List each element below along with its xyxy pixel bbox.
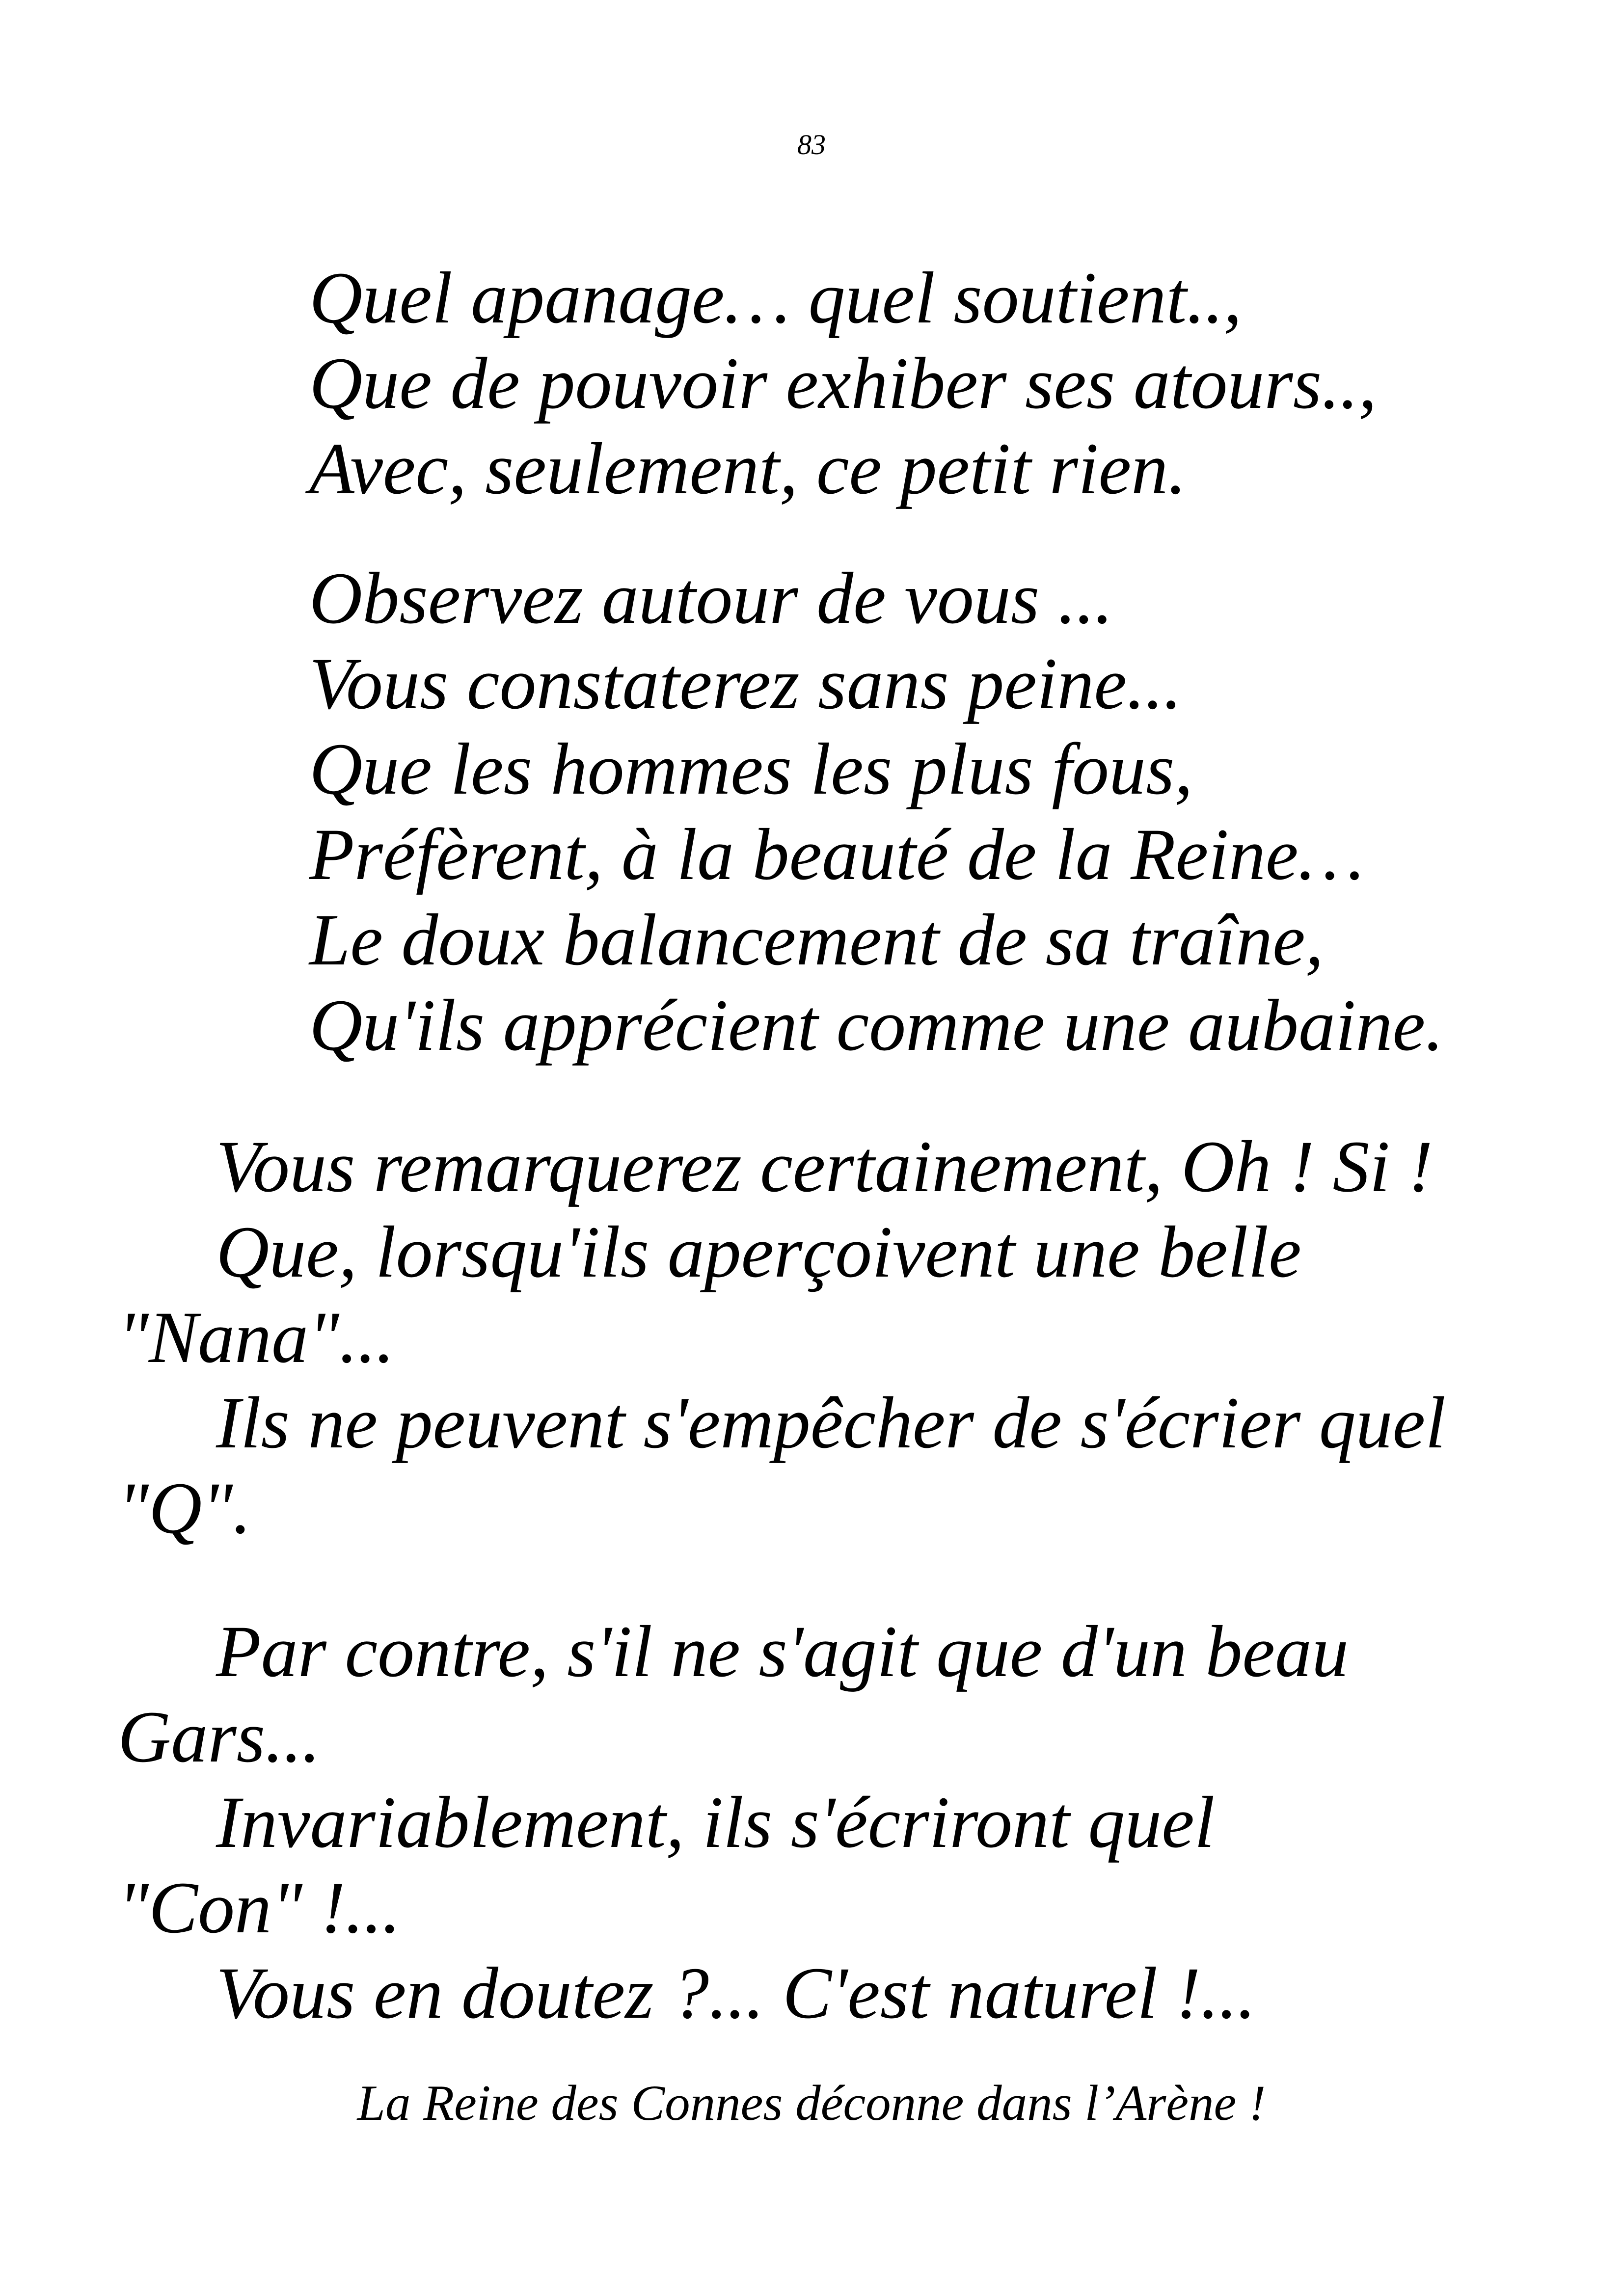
verse-line: Observez autour de vous ...	[309, 558, 1113, 639]
verse-line: Avec, seulement, ce petit rien.	[309, 428, 1187, 509]
verse-line: Vous constaterez sans peine...	[309, 643, 1182, 724]
stanza-2	[309, 556, 1444, 1068]
verse-line: Que de pouvoir exhiber ses atours..,	[309, 343, 1377, 424]
prose-line: Vous remarquerez certainement, Oh ! Si !	[216, 1126, 1433, 1207]
verse-line: Que les hommes les plus fous,	[309, 728, 1193, 810]
prose-line: Vous en doutez ?... C'est naturel !...	[216, 1952, 1256, 2034]
verse-line: Le doux balancement de sa traîne,	[309, 899, 1324, 981]
prose-line: "Q".	[118, 1468, 251, 1549]
stanza-1	[309, 255, 1377, 511]
page-number: 83	[797, 129, 826, 160]
prose-block-2	[118, 1609, 1542, 2036]
verse-line: Préfèrent, à la beauté de la Reine…	[309, 814, 1364, 895]
prose-line: Gars...	[118, 1696, 321, 1778]
prose-line: "Nana"...	[118, 1297, 395, 1378]
prose-line: Ils ne peuvent s'empêcher de s'écrier quel	[216, 1382, 1446, 1464]
prose-line: "Con" !...	[118, 1867, 401, 1949]
prose-line: Invariablement, ils s'écriront quel	[216, 1782, 1215, 1863]
prose-block-1	[118, 1124, 1542, 1551]
prose-line: Que, lorsqu'ils aperçoivent une belle	[216, 1211, 1301, 1293]
prose-line: Par contre, s'il ne s'agit que d'un beau	[216, 1611, 1349, 1692]
footer-title: La Reine des Connes déconne dans l’Arène !	[357, 2075, 1266, 2131]
verse-line: Quel apanage… quel soutient..,	[309, 257, 1242, 339]
verse-line: Qu'ils apprécient comme une aubaine.	[309, 985, 1444, 1066]
